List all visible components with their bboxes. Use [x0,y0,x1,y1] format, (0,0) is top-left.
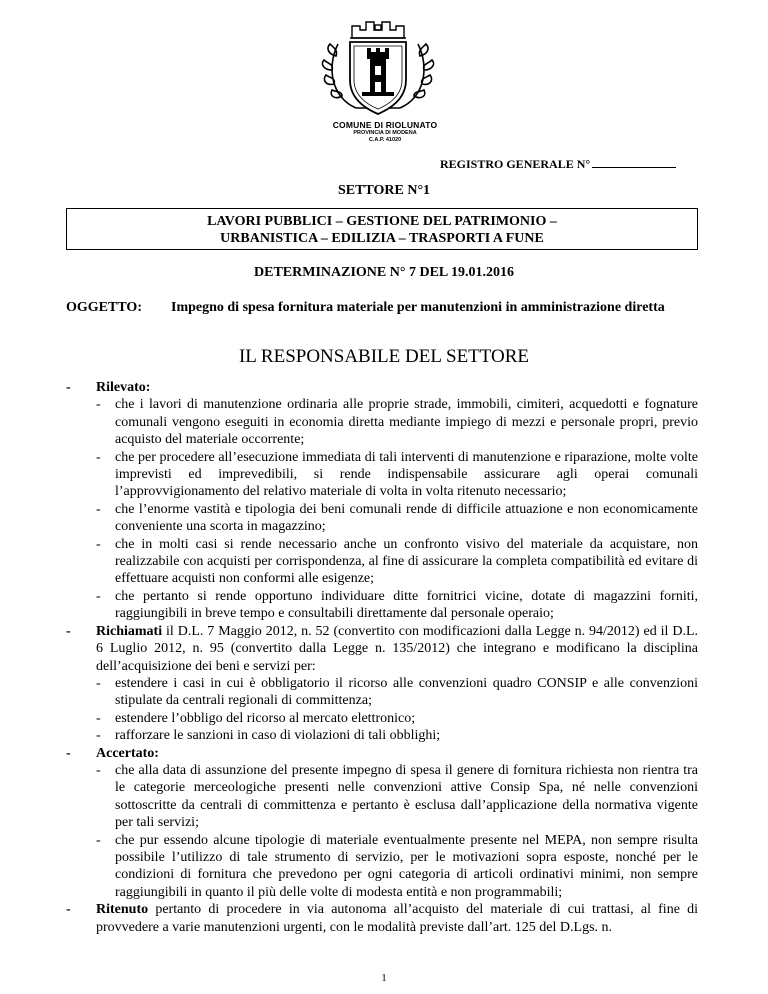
list-item-text: che per procedere all’esecuzione immediata di tali interventi di manutenzione e riparazione, molte volte imprevisti ed imprevedibili, si rende indispensabile assicurare agli operai comunali l’approvvigionamento del relativo materiale di volta in volta ritenuto necessario; [115,449,698,500]
bullet: - [66,380,71,395]
subject-label: OGGETTO: [66,300,142,315]
list-item-text: estendere i casi in cui è obbligatorio il ricorso alle convenzioni quadro CONSIP e alle convenzioni stipulate da centrali regionali di committenza; [115,675,698,709]
list-item-text: estendere l’obbligo del ricorso al mercato elettronico; [115,710,416,726]
municipal-coat-of-arms-logo [312,8,444,120]
general-register-label: REGISTRO GENERALE N° [440,157,591,171]
box-line-1: LAVORI PUBBLICI – GESTIONE DEL PATRIMONIO – [207,214,557,229]
register-number-blank [592,156,676,168]
sector-heading: SETTORE N°1 [337,183,431,198]
section-richiamati [66,623,698,745]
sector-description-box [66,208,698,250]
list-item [96,588,698,623]
page-number: 1 [381,972,387,984]
list-item [96,710,698,727]
dash: - [96,832,101,848]
document-title: IL RESPONSABILE DEL SETTORE [238,346,530,367]
list-item-text: che l’enorme vastità e tipologia dei beni comunali rende di difficile attuazione e non economicamente conveniente una scorta in magazzino; [115,501,698,535]
list-item-text: che i lavori di manutenzione ordinaria alle proprie strade, immobili, cimiteri, acquedotti e fognature comunali vengono eseguiti in economia diretta mediante impiego di mezzi e personale propri, previo acquisto del materiale occorrente; [115,397,698,448]
province-name: PROVINCIA DI MODENA [353,130,417,136]
section-paragraph [96,623,698,675]
list-item-text: che in molti casi si rende necessario anche un confronto visivo del materiale da acquistare, non realizzabile con acquisti per corrispondenza, al fine di assicurare la completa compatibilità ed evitare di effettuare acquisti non conformi alle esigenze; [115,536,698,587]
dash: - [96,588,101,604]
document-body [66,379,698,936]
list-item-text: che pertanto si rende opportuno individuare ditte fornitrici vicine, dotate di magazzini forniti, raggiungibili in breve tempo e consultabili direttamente dal personale operaio; [115,588,698,622]
list-item [96,501,698,536]
dash: - [96,710,101,726]
dash: - [96,762,101,778]
section-heading: Accertato: [96,745,159,761]
section-accertato [66,745,698,902]
list-item-text: rafforzare le sanzioni in caso di violazioni di tali obblighi; [115,728,441,744]
subject-block [66,299,698,316]
dash: - [96,728,101,744]
list-item-text: che pur essendo alcune tipologie di materiale eventualmente presente nel MEPA, non sempre risulta possibile l’utilizzo di tale strumento di servizio, per le motivazioni sopra esposte, nonché per le condizioni di fornitura che prevedono per ogni categoria di articoli ordinativi minimi, non sempre raggiungibili in quanto il più delle volte di modesta entità e non programmabili; [115,832,698,900]
subject-text: Impegno di spesa fornitura materiale per manutenzioni in amministrazione diretta [171,300,665,315]
section-heading: Richiamati [96,623,163,639]
section-heading: Ritenuto [96,902,149,918]
list-item [96,832,698,902]
general-register-line [440,156,676,172]
bullet: - [66,902,71,918]
dash: - [96,397,101,413]
dash: - [96,536,101,552]
determination-heading: DETERMINAZIONE N° 7 DEL 19.01.2016 [254,265,514,280]
box-line-2: URBANISTICA – EDILIZIA – TRASPORTI A FUNE [220,231,544,246]
section-text: il D.L. 7 Maggio 2012, n. 52 (convertito con modificazioni dalla Legge n. 94/2012) ed il D.L. 6 Luglio 2012, n. 95 (convertito dalla Legge n. 135/2012) che integrano e modificano la disciplina dell’acquisizione dei beni e servizi per: [96,623,698,674]
list-item [96,536,698,588]
list-item [96,675,698,710]
list-item [96,396,698,448]
list-item-text: che alla data di assunzione del presente impegno di spesa il genere di fornitura richiesta non rientra tra le categorie merceologiche presenti nelle convenzioni attive Consip Spa, né nelle convenzioni sottoscritte da centrali di committenza e pertanto è esclusa dall’applicazione della normativa vigente per tali servizi; [115,762,698,831]
bullet: - [66,623,71,639]
section-text: pertanto di procedere in via autonoma all’acquisto del materiale di cui trattasi, al fine di provvedere a varie manutenzioni urgenti, con le modalità previste dall’art. 125 del D.Lgs. n. [96,902,698,935]
dash: - [96,449,101,465]
municipality-name: COMUNE DI RIOLUNATO [332,120,438,130]
section-rilevato [66,379,698,623]
list-item [96,449,698,501]
section-paragraph [96,901,698,936]
section-ritenuto [66,901,698,936]
bullet: - [66,745,71,761]
list-item [96,727,698,744]
dash: - [96,501,101,517]
section-heading: Rilevato: [96,380,151,395]
dash: - [96,675,101,691]
list-item [96,762,698,832]
postal-code: C.A.P. 41020 [368,137,402,143]
